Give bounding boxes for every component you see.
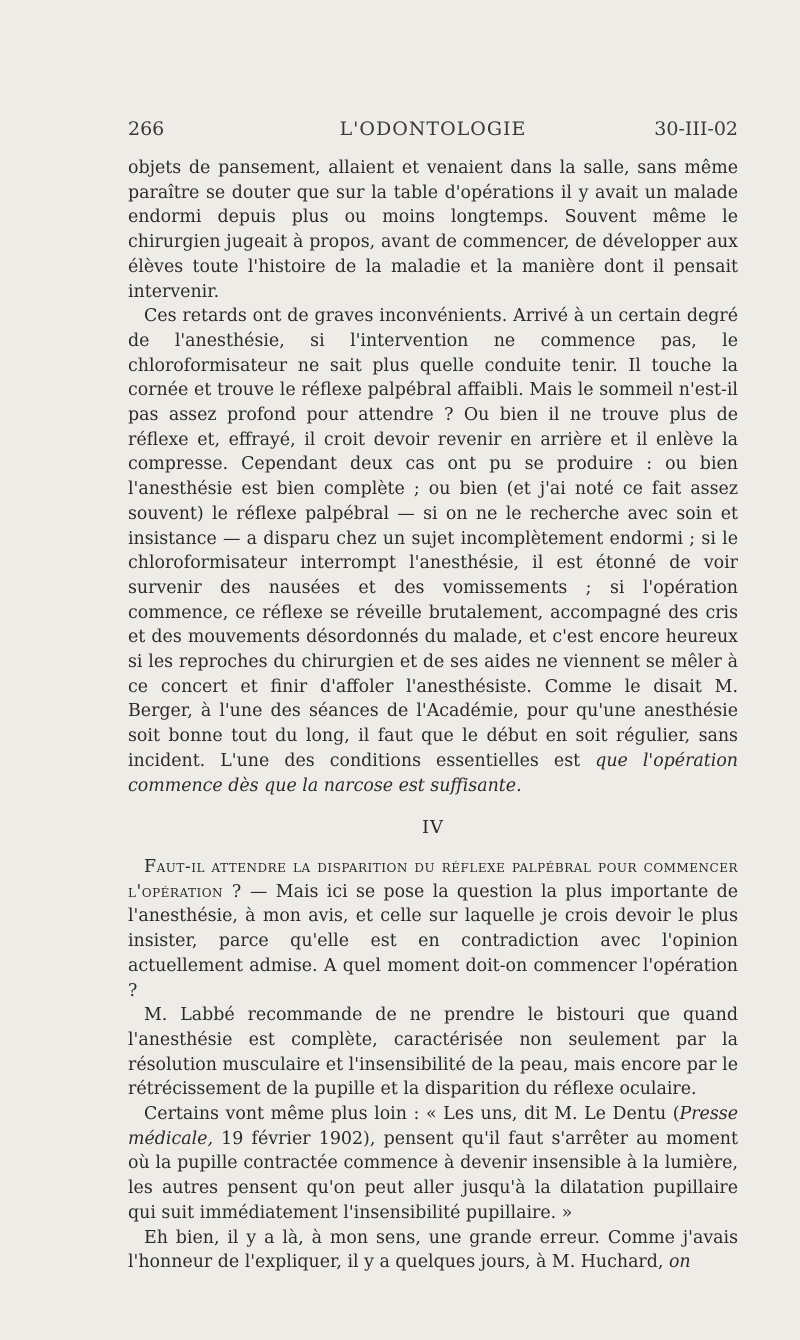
page-header (128, 118, 738, 148)
paragraph-3: Faut-il attendre la disparition du réflexe palpébral pour commencer l'opération ? — Mais ici se pose la question la plus importante de l'anesthésie, à mon avis, et celle sur laquelle je crois devoir le plus insister, parce qu'elle est en contradiction avec l'opinion actuellement admise. A quel moment doit-on commencer l'opération ? (128, 856, 739, 1001)
paragraph-2: Ces retards ont de graves inconvénients. Arrivé à un certain degré de l'anesthésie, si l'intervention ne commence pas, le chloroformisateur ne sait plus quelle conduite tenir. Il touche la cornée et trouve le réflexe palpébral affaibli. Mais le sommeil n'est-il pas assez profond pour attendre ? Ou bien il ne trouve plus de réflexe et, effrayé, il croit devoir revenir en arrière et il enlève la compresse. Cependant deux cas ont pu se produire : ou bien l'anesthésie est bien complète ; ou bien (et j'ai noté ce fait assez souvent) le réflexe palpébral — si on ne le recherche avec soin et insistance — a disparu chez un sujet incomplètement endormi ; si le chloroformisateur interrompt l'anesthésie, il est étonné de voir survenir des nausées et des vomissements ; si l'opération commence, ce réflexe se réveille brutalement, accompagné des cris et des mouvements désordonnés du malade, et c'est encore heureux si les reproches du chirurgien et de ses aides ne viennent se mêler à ce concert et finir d'affoler l'anesthésiste. Comme le disait M. Berger, à l'une des séances de l'Académie, pour qu'une anesthésie soit bonne tout du long, il faut que le début en soit régulier, sans incident. L'une des conditions essentielles est que l'opération commence dès que la narcose est suffisante. (128, 306, 739, 796)
page-number: 266 (128, 118, 165, 140)
paragraph-5: Certains vont même plus loin : « Les uns, dit M. Le Dentu (Presse médicale, 19 février 1902), pensent qu'il faut s'arrêter au moment où la pupille contractée commence à devenir insensible à la lumière, les autres pensent qu'on peut aller jusqu'à la dilatation pupillaire qui suit immédiatement l'insensibilité pupillaire. » (128, 1104, 738, 1223)
running-title: L'ODONTOLOGIE (339, 118, 527, 140)
body-text (128, 156, 738, 1275)
paragraph-1: objets de pansement, allaient et venaient dans la salle, sans même paraître se douter que sur la table d'opérations il y avait un malade endormi depuis plus ou moins longtemps. Souvent même le chirurgien jugeait à propos, avant de commencer, de développer aux élèves toute l'histoire de la maladie et la manière dont il pensait intervenir. (128, 158, 738, 302)
paragraph-6: Eh bien, il y a là, à mon sens, une grande erreur. Comme j'avais l'honneur de l'expliquer, il y a quelques jours, à M. Huchard, on (128, 1227, 738, 1273)
section-heading: IV (421, 817, 445, 839)
section-title: Faut-il attendre la disparition du réflexe palpébral pour commencer l'opération ? (128, 856, 738, 902)
issue-date: 30-III-02 (654, 118, 738, 140)
paragraph-4: M. Labbé recommande de ne prendre le bistouri que quand l'anesthésie est complète, caractérisée non seulement par la résolution musculaire et l'insensibilité de la peau, mais encore par le rétrécissement de la pupille et la disparition du réflexe oculaire. (128, 1005, 738, 1100)
